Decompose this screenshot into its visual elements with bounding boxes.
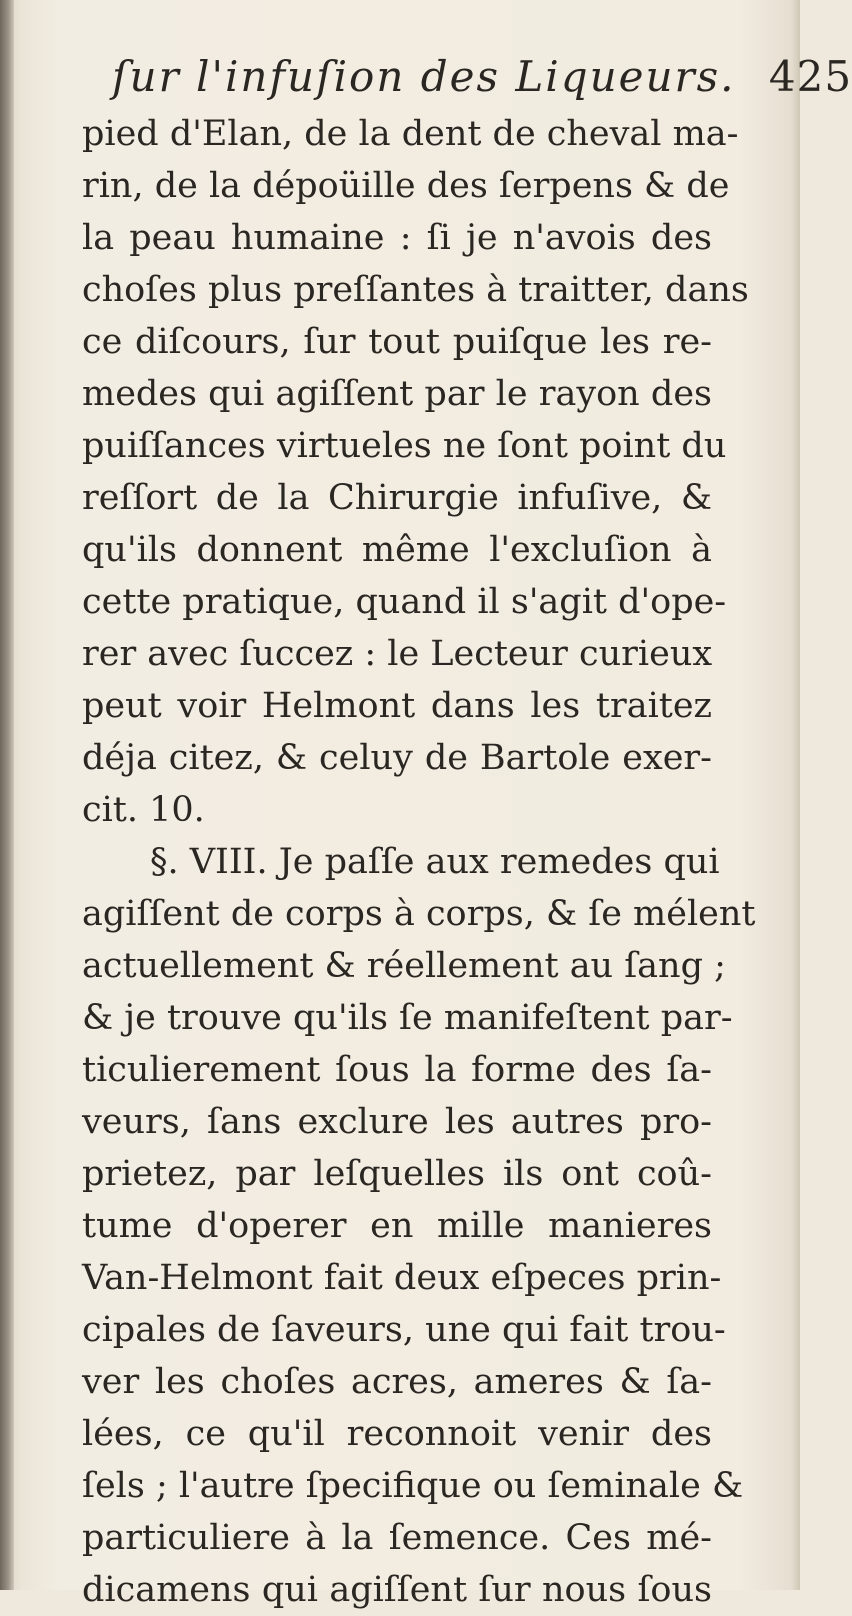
page-edge-shadow	[792, 0, 800, 1590]
text-line: prietez, par leſquelles ils ont coû-	[82, 1154, 712, 1194]
text-line: medes qui agiſſent par le rayon des	[82, 374, 712, 414]
text-line: la peau humaine : ſi je n'avois des	[82, 218, 712, 258]
text-line: cipales de ſaveurs, une qui fait trou-	[82, 1310, 726, 1350]
text-line: tume d'operer en mille manieres	[82, 1206, 712, 1246]
text-line: rer avec ſuccez : le Lecteur curieux	[82, 634, 713, 674]
text-line: peut voir Helmont dans les traitez	[82, 686, 712, 726]
text-line: Van-Helmont fait deux eſpeces prin-	[82, 1258, 722, 1298]
running-header	[112, 52, 852, 108]
text-line: ce diſcours, ſur tout puiſque les re-	[82, 322, 712, 362]
text-line: qu'ils donnent même l'excluſion à	[82, 530, 712, 570]
text-line: reſſort de la Chirurgie infuſive, &	[82, 478, 712, 518]
section-heading-line: §. VIII. Je paſſe aux remedes qui	[150, 842, 720, 882]
running-title: ſur l'infuſion des Liqueurs.	[112, 52, 736, 101]
text-line: veurs, ſans exclure les autres pro-	[82, 1102, 712, 1142]
text-line: rin, de la dépoüille des ſerpens & de	[82, 166, 730, 206]
text-line: & je trouve qu'ils ſe manifeſtent par-	[82, 998, 733, 1038]
text-line: choſes plus preſſantes à traitter, dans	[82, 270, 749, 310]
text-line: ticulierement ſous la forme des ſa-	[82, 1050, 712, 1090]
text-line: particuliere à la ſemence. Ces mé-	[82, 1518, 712, 1558]
page-binding-shadow	[0, 0, 14, 1590]
text-line: actuellement & réellement au ſang ;	[82, 946, 726, 986]
text-line: pied d'Elan, de la dent de cheval ma-	[82, 114, 739, 154]
text-line: puiſſances virtueles ne ſont point du	[82, 426, 727, 466]
text-line: agiſſent de corps à corps, & ſe mélent	[82, 894, 756, 934]
text-line: cit. 10.	[82, 790, 205, 830]
text-line: cette pratique, quand il s'agit d'ope-	[82, 582, 727, 622]
text-line: déja citez, & celuy de Bartole exer-	[82, 738, 712, 778]
text-line: ver les choſes acres, ameres & ſa-	[82, 1362, 712, 1402]
text-line: dicamens qui agiſſent ſur nous ſous	[82, 1570, 712, 1610]
page-number: 425	[768, 52, 852, 101]
text-line: lées, ce qu'il reconnoit venir des	[82, 1414, 712, 1454]
text-line: ſels ; l'autre ſpecifique ou ſeminale &	[82, 1466, 744, 1506]
